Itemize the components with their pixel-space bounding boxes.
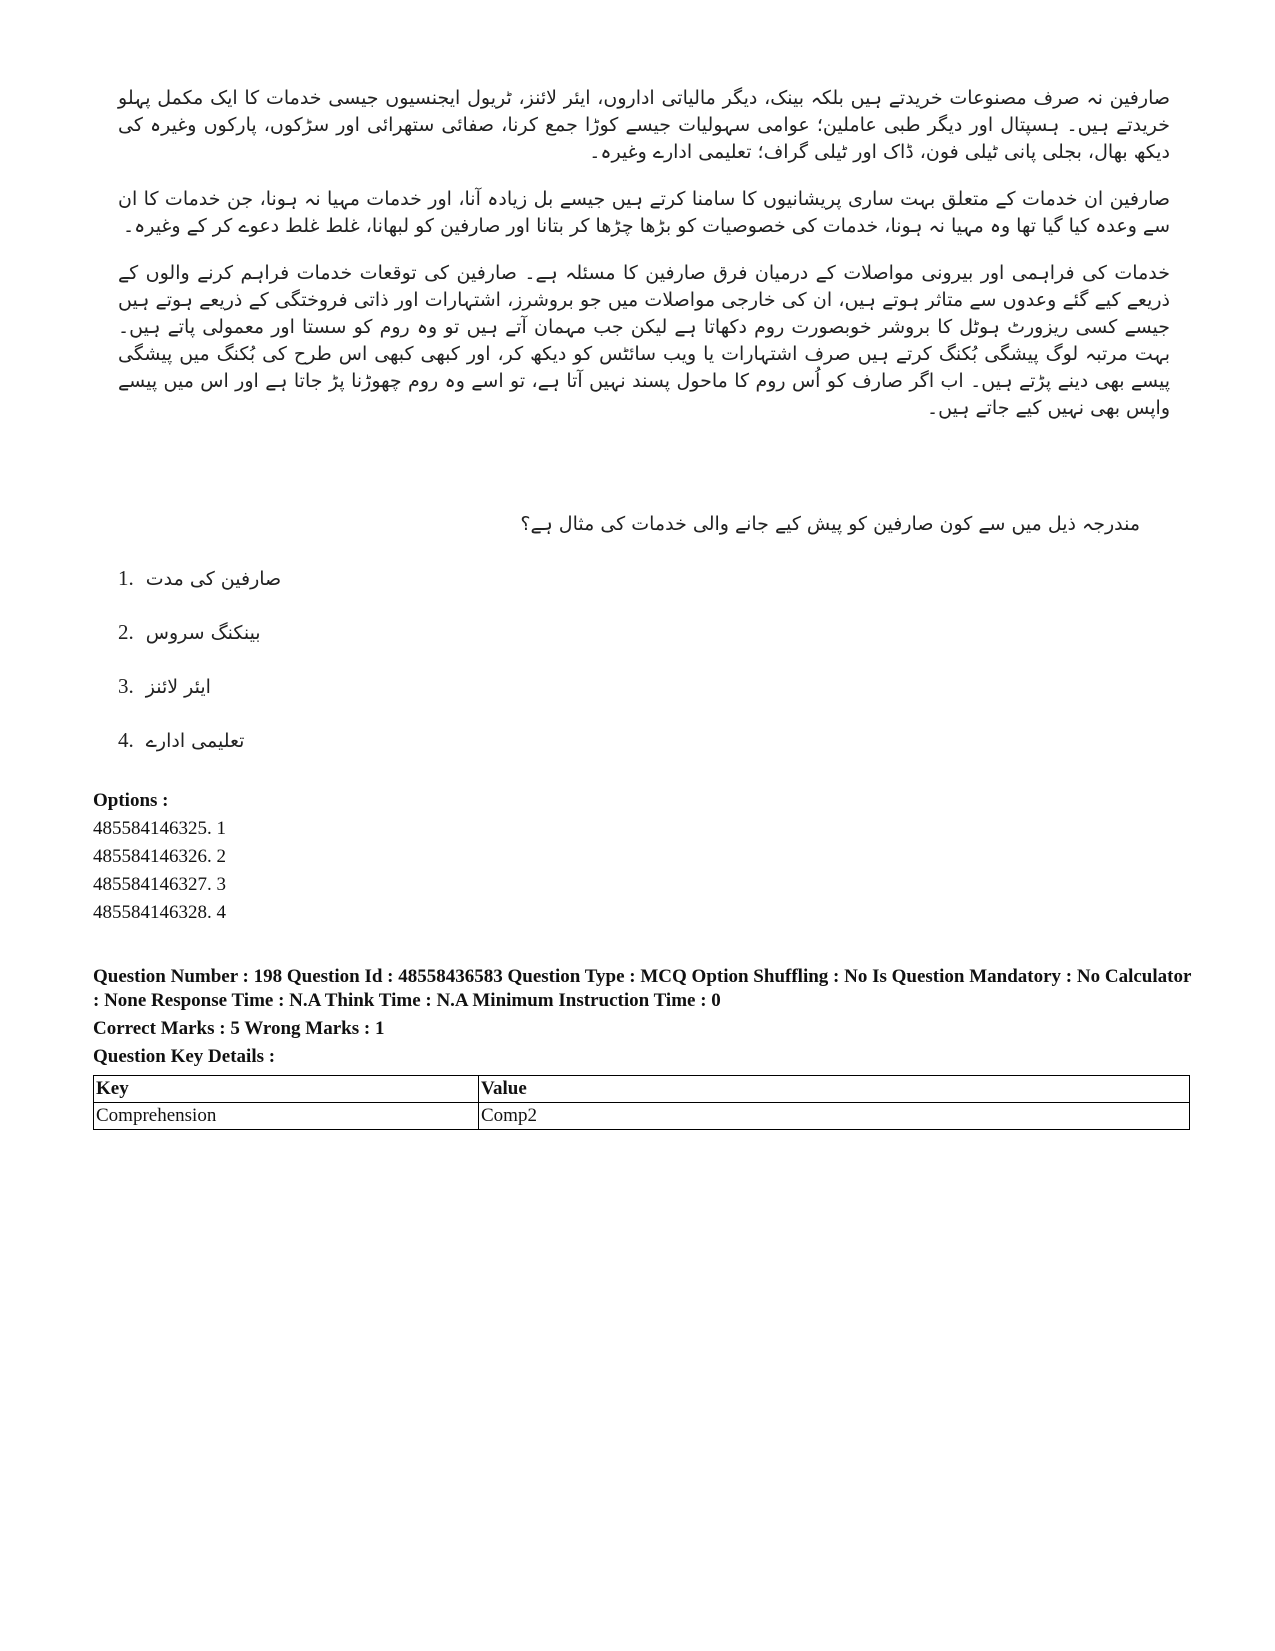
choice-text: بینکنگ سروس <box>145 622 261 644</box>
question-info-line: Question Number : 198 Question Id : 48558436583 Question Type : MCQ Option Shuffling : No Is Question Mandatory : No Calculator : None Response Time : N.A Think Time : N.A Minimum Instruction Time : 0 <box>93 966 1192 1011</box>
key-details-heading: Question Key Details : <box>93 1046 276 1067</box>
table-header-row <box>94 1076 1190 1103</box>
choice-number: 2. <box>118 620 134 644</box>
cell-value: Comp2 <box>479 1103 1190 1130</box>
header-value: Value <box>479 1076 1190 1103</box>
choice-list <box>118 563 281 779</box>
option-id: 485584146328. 4 <box>93 902 226 923</box>
choice-number: 4. <box>118 728 134 752</box>
choice-item <box>118 617 281 671</box>
question-text: مندرجہ ذیل میں سے کون صارفین کو پیش کیے جانے والی خدمات کی مثال ہے؟ <box>520 513 1140 535</box>
options-block <box>93 787 226 927</box>
question-metadata <box>93 965 1193 1073</box>
passage-paragraph-2: صارفین ان خدمات کے متعلق بہت ساری پریشانیوں کا سامنا کرتے ہیں جیسے بل زیادہ آنا، اور خدمات مہیا نہ ہونا، جن خدمات کا ان سے وعدہ کیا گیا تھا وہ مہیا نہ ہونا، خدمات کی خصوصیات کو بڑھا چڑھا کر بتانا اور صارفین کو لبھانا، غلط غلط دعوے کر کے وغیرہ۔ <box>118 188 1170 237</box>
choice-text: ایئر لائنز <box>145 676 211 698</box>
marks-line: Correct Marks : 5 Wrong Marks : 1 <box>93 1018 385 1039</box>
choice-item <box>118 725 281 779</box>
option-id: 485584146326. 2 <box>93 846 226 867</box>
header-key: Key <box>94 1076 479 1103</box>
choice-item <box>118 563 281 617</box>
choice-number: 3. <box>118 674 134 698</box>
table-row <box>94 1103 1190 1130</box>
passage-paragraph-1: صارفین نہ صرف مصنوعات خریدتے ہیں بلکہ بینک، دیگر مالیاتی اداروں، ایئر لائنز، ٹریول ایجنسیوں جیسی خدمات کا ایک مکمل پہلو خریدتے ہیں۔ ہسپتال اور دیگر طبی عاملین؛ عوامی سہولیات جیسے کوڑا جمع کرنا، صفائی ستھرائی اور سڑکوں، پارکوں وغیرہ کی دیکھ بھال، بجلی پانی ٹیلی فون، ڈاک اور ٹیلی گراف؛ تعلیمی ادارے وغیرہ۔ <box>118 87 1170 163</box>
choice-text: صارفین کی مدت <box>145 568 282 590</box>
question-key-table <box>93 1075 1190 1130</box>
options-header: Options : <box>93 790 169 811</box>
choice-text: تعلیمی ادارے <box>145 730 245 752</box>
choice-number: 1. <box>118 566 134 590</box>
choice-item <box>118 671 281 725</box>
passage-paragraph-3: خدمات کی فراہمی اور بیرونی مواصلات کے درمیان فرق صارفین کا مسئلہ ہے۔ صارفین کی توقعات خدمات فراہم کرنے والوں کے ذریعے کیے گئے وعدوں سے متاثر ہوتے ہیں، ان کی خارجی مواصلات میں جو بروشرز، اشتہارات اور ذاتی فروختگی کے ذریعے ہوتے ہیں جیسے کسی ریزورٹ ہوٹل کا بروشر خوبصورت روم دکھاتا ہے لیکن جب مہمان آتے ہیں تو وہ روم کو سستا اور معمولی پاتے ہیں۔ بہت مرتبہ لوگ پیشگی بُکنگ کرتے ہیں صرف اشتہارات یا ویب سائٹس کو دیکھ کر، اور کبھی کبھی اس طرح کی بُکنگ میں پیشگی پیسے بھی دینے پڑتے ہیں۔ اب اگر صارف کو اُس روم کا ماحول پسند نہیں آتا ہے، تو اسے وہ روم چھوڑنا پڑ جاتا ہے اور اس میں پیسے واپس بھی نہیں کیے جاتے ہیں۔ <box>118 262 1170 419</box>
comprehension-passage <box>118 85 1170 442</box>
option-id: 485584146327. 3 <box>93 874 226 895</box>
option-id: 485584146325. 1 <box>93 818 226 839</box>
cell-key: Comprehension <box>94 1103 479 1130</box>
